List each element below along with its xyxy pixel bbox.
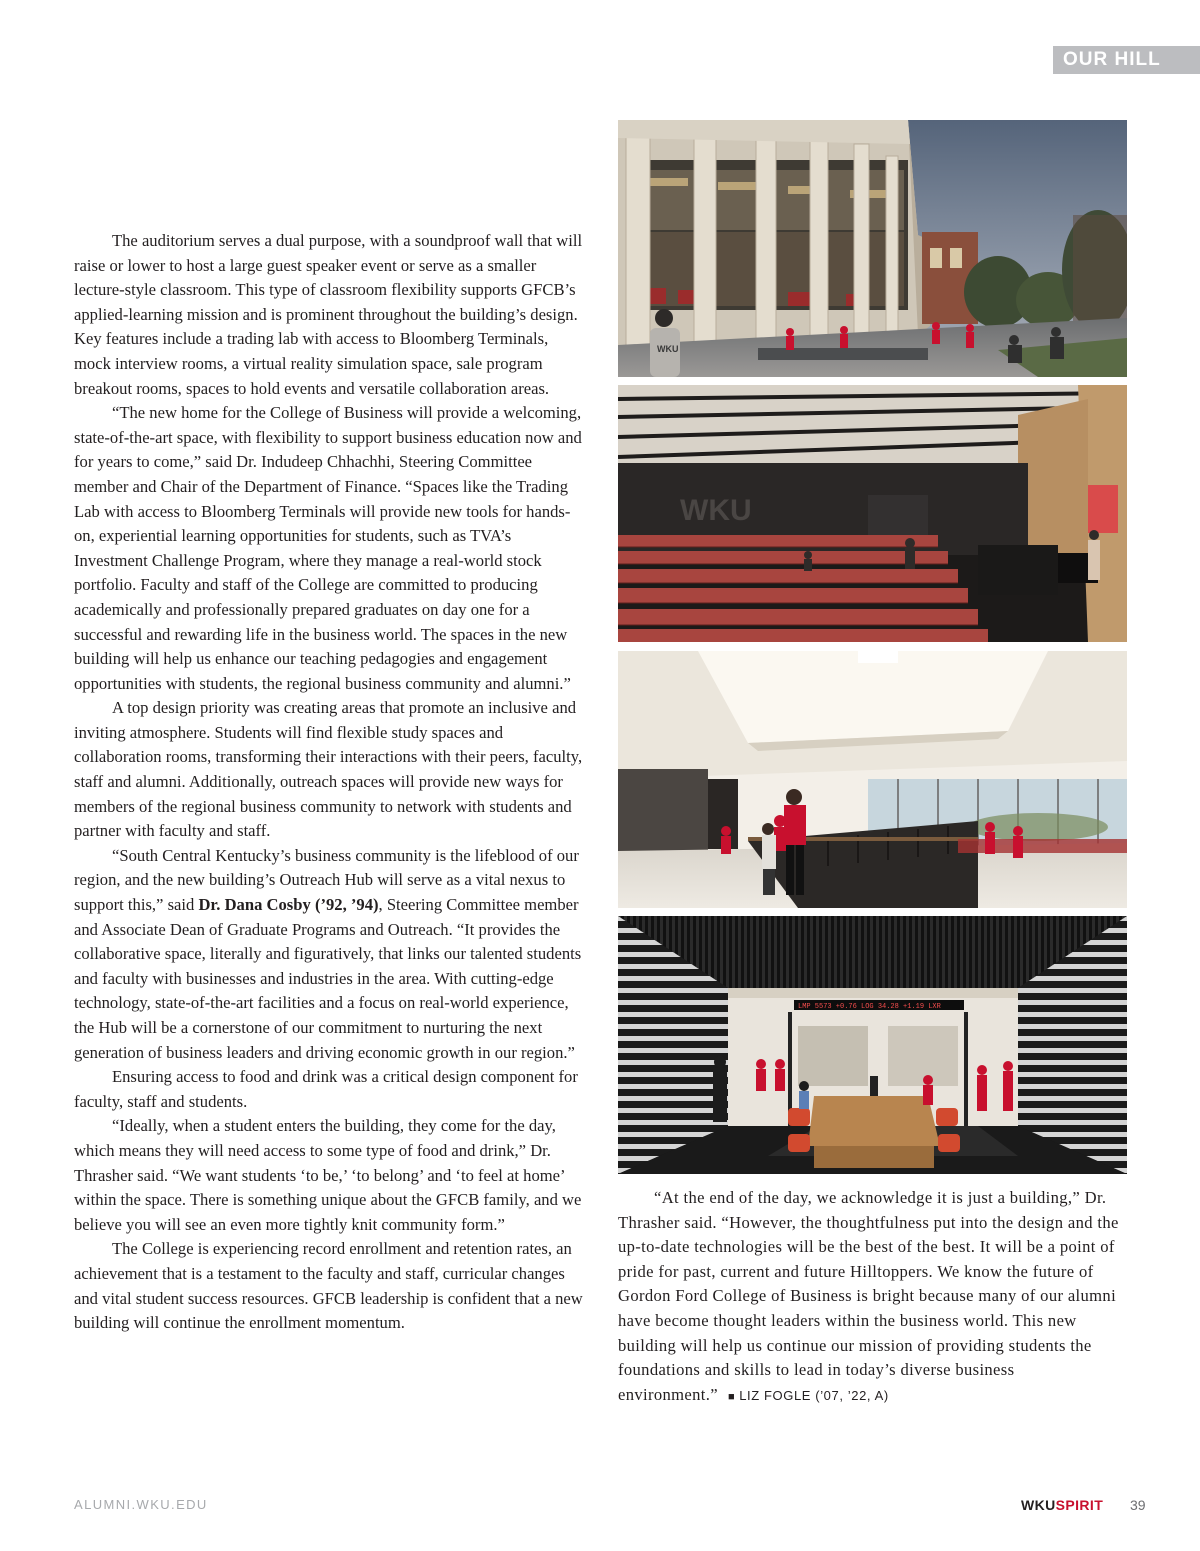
byline-text: LIZ FOGLE (’07, ’22, A)	[739, 1387, 889, 1403]
paragraph-text: “Ideally, when a student enters the building, they come for the day, which means they will need access to some type of food and drink,” Dr. Thrasher said. “We want students ‘to be,’ ‘to belong’ and ‘to feel at home’ within the space. There is something unique about the GFCB family, and we believe you will see an even more tightly knit community form.”	[74, 1116, 582, 1234]
brand-spirit: SPIRIT	[1055, 1497, 1104, 1513]
paragraph-text: A top design priority was creating areas that promote an inclusive and inviting atmosphere. Students will find flexible study spaces and collaboration rooms, transforming their interactions with their peers, faculty, staff and alumni. Additionally, outreach spaces will provide new ways for members of the regional business community to network with students and partner with faculty and staff.	[74, 698, 583, 841]
auditorium-wku-sign: WKU	[680, 494, 752, 527]
body-paragraph	[74, 696, 584, 844]
footer-brand	[1021, 1497, 1103, 1513]
closing-paragraph-text: “At the end of the day, we acknowledge it is just a building,” Dr. Thrasher said. “However, the thoughtfulness put into the design and the up-to-date technologies will be the best of the best. It will be a point of pride for past, current and future Hilltoppers. We know the future of Gordon Ford College of Business is bright because many of our alumni have become thought leaders within the business world. This new building will help us continue our mission of providing students the foundations and skills to lead in today’s diverse business environment.”	[618, 1188, 1119, 1404]
paragraph-text: Ensuring access to food and drink was a critical design component for faculty, staff and students.	[74, 1067, 578, 1111]
body-paragraph	[74, 1065, 584, 1114]
body-paragraph	[74, 1114, 584, 1237]
closing-paragraph	[618, 1186, 1127, 1409]
author-byline	[718, 1388, 889, 1403]
article-right-column	[618, 1186, 1127, 1409]
paragraph-text: “South Central Kentucky’s business community is the lifeblood of our region, and the new building’s Outreach Hub will serve as a vital nexus to support this,” said	[74, 845, 579, 915]
photo-auditorium	[618, 385, 1127, 642]
paragraph-text: , Steering Committee member and Associate Dean of Graduate Programs and Outreach. “It provides the collaborative space, literally and figuratively, that links our talented students and faculty with businesses and industries in the area. With cutting-edge technology, state-of-the-art facilities and a focus on real-world experience, the Hub will be a cornerstone of our commitment to nurturing the next generation of business leaders and driving economic growth in our region.”	[74, 895, 582, 1062]
byline-square-icon: ■	[727, 1390, 736, 1403]
article-left-column	[74, 229, 584, 1336]
bold-name: Dr. Dana Cosby (’92, ’94)	[198, 895, 379, 915]
photo-exterior	[618, 120, 1127, 377]
body-paragraph	[74, 401, 584, 696]
photo-outreach-hub	[618, 916, 1127, 1174]
paragraph-text: The College is experiencing record enrollment and retention rates, an achievement that is a testament to the faculty and staff, curricular changes and vital student success resources. GFCB leadership is confident that a new building will continue the enrollment momentum.	[74, 1239, 583, 1333]
page-number: 39	[1130, 1497, 1146, 1513]
paragraph-text: “The new home for the College of Business will provide a welcoming, state-of-the-art space, with flexibility to support business education now and for years to come,” said Dr. Indudeep Chhachhi, Steering Committee member and Chair of the Department of Finance. “Spaces like the Trading Lab with access to Bloomberg Terminals will provide new tools for hands-on, experiential learning opportunities for students, such as TVA’s Investment Challenge Program, where they manage a real-world stock portfolio. Faculty and staff of the College are committed to producing academically and professionally prepared graduates on day one for a successful and rewarding life in the business world. The spaces in the new building will help us enhance our teaching pedagogies and engagement opportunities with students, the regional business community and alumni.”	[74, 403, 582, 693]
paragraph-text: The auditorium serves a dual purpose, with a soundproof wall that will raise or lower to host a large guest speaker event or serve as a smaller lecture-style classroom. This type of classroom flexibility supports GFCB’s applied-learning mission and is prominent throughout the building’s design. Key features include a trading lab with access to Bloomberg Terminals, mock interview rooms, a virtual reality simulation space, sale program breakout rooms, spaces to hold events and versatile collaboration areas.	[74, 231, 583, 398]
hoodie-wku-text: WKU	[657, 344, 679, 354]
body-paragraph	[74, 229, 584, 401]
photo-atrium	[618, 651, 1127, 908]
footer-url: ALUMNI.WKU.EDU	[74, 1497, 208, 1512]
section-label: OUR HILL	[1053, 46, 1200, 74]
brand-wku: WKU	[1021, 1497, 1056, 1513]
body-paragraph	[74, 1237, 584, 1335]
ticker-text: LMP 5573 +0.76 LOG 34.28 +1.19 LXR	[798, 1003, 941, 1011]
body-paragraph	[74, 844, 584, 1065]
